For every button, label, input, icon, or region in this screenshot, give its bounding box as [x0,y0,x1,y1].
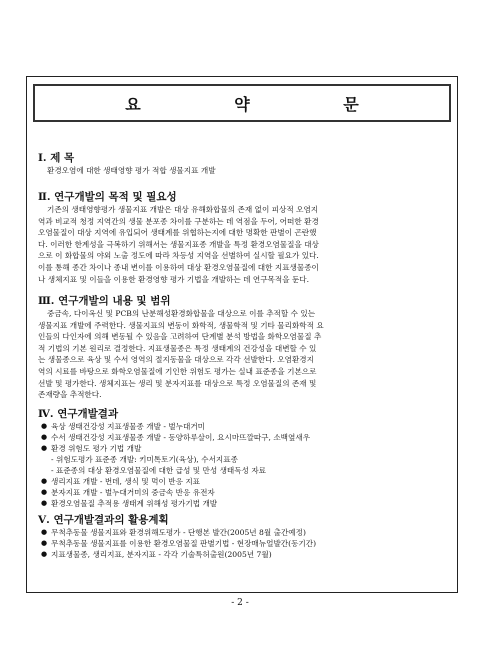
plan-item [38,549,449,560]
result-item [38,476,449,487]
result-item [38,421,449,432]
plan-item-text: 지표생물종, 생리지표, 분자지표 - 각각 기술특허출원(2005년 7월) [51,550,272,559]
plan-item-text: 무척추동물 생물지표와 환경위해도평가 - 단행본 발간(2005년 8월 출간예정) [51,528,306,537]
bullet-icon: ● [40,488,48,496]
result-item-text: 환경 위험도 평가 기법 개발 [51,444,142,453]
section-2-body [38,204,449,285]
bullet-icon: ● [40,433,48,441]
result-subitem: - 표준종의 대상 환경오염물질에 대한 급성 및 만성 생태독성 자료 [51,466,267,475]
result-item-text: 분자지표 개발 - 벌누대거미의 중금속 반응 유전자 [51,488,215,497]
result-item-text: 생리지표 개발 - 번데, 생식 및 먹이 반응 지표 [51,477,200,486]
s2-line: 나 생체지표 및 이들을 이용한 환경영향 평가 기법을 개발하는 데 연구목적을 둔다. [38,274,310,284]
bullet-icon: ● [40,422,48,430]
section-1 [38,151,449,177]
section-4 [38,407,449,509]
bullet-icon: ● [40,444,48,452]
s3-line: 존재량을 추적한다. [38,390,102,400]
bullet-icon: ● [40,539,48,547]
page-number: - 2 - [231,598,249,608]
section-4-list [38,421,449,509]
s2-line: 기존의 생태영향평가 생물지표 개발은 대상 유해화합물의 존재 없이 피상적 오염지 [47,205,319,214]
bullet-icon: ● [40,477,48,485]
s2-line: 다. 이러한 한계성을 극복하기 위해서는 생물지표종 개발을 특정 환경오염물질을 대상 [38,239,319,249]
s3-line: 생물지표 개발에 주력한다. 생물지표의 변동이 화학적, 생물학적 및 기타 물리화학적 요 [38,320,324,330]
result-subitem: - 위험도평가 표준종 개발: 키미톡토기(육상), 수서지표종 [51,455,238,464]
result-item [38,498,449,509]
s3-line: 적 기법의 기본 원리로 결정한다. 지표생물종은 특정 생태계의 건강성을 대변할 수 있 [38,343,317,353]
result-item [38,432,449,443]
section-3 [38,294,449,401]
result-item-text: 수서 생태건강성 지표생물종 개발 - 동양하루살이, 요시마뜨깔따구, 소백옆새우 [51,433,311,442]
s3-line: 선발 및 평가한다. 생체지표는 생리 및 분자지표를 대상으로 특정 오염물질의 존재 및 [38,378,317,388]
s2-line: 오염물질이 대상 지역에 유입되어 생태계를 위협하는지에 대한 명확한 판별이 곤란했 [38,228,317,238]
result-item-text: 환경오염물질 추적용 생태계 위해성 평가기법 개발 [51,499,218,508]
title-box [33,84,451,122]
bullet-icon: ● [40,499,48,507]
section-3-body [38,308,449,401]
s3-line: 는 생물종으로 육상 및 수서 영역의 절지동물을 대상으로 각각 선발한다. 오염환경지 [38,355,314,365]
plan-item [38,527,449,538]
s2-line: 으로 이 화합물의 야외 노출 정도에 따라 차등성 지역을 선별하여 실시할 필요가 있다. [38,251,319,261]
plan-item-text: 무척추동물 생물지표를 이용한 환경오염물질 판별기법 - 현장매뉴얼발간(동기간) [51,539,317,548]
plan-item [38,538,449,549]
section-2-heading: Ⅱ. 연구개발의 목적 및 필요성 [38,191,177,203]
s2-line: 역과 비교적 청정 지역간의 생물 분포종 차이를 구분하는 데 역점을 두어, 어떠한 환경 [38,216,319,226]
s3-line: 중금속, 다이옥신 및 PCB의 난분해성환경화합물을 대상으로 이를 추적할 수 있는 [47,309,316,318]
section-1-heading: Ⅰ. 제 목 [38,152,75,164]
result-item-text: 육상 생태건강성 지표생물종 개발 - 벌누대거미 [51,422,206,431]
s2-line: 이를 통해 종간 차이나 종내 변이를 이용하여 대상 환경오염물질에 대한 지표생물종이 [38,262,319,272]
section-3-heading: Ⅲ. 연구개발의 내용 및 범위 [38,295,171,307]
s3-line: 인들의 다인자에 의해 변동될 수 있음을 고려하여 단계별 분석 방법을 화학오염물질 추 [38,332,322,342]
summary-frame [26,76,458,593]
section-1-text: 환경오염에 대한 생태영향 평가 적합 생물지표 개발 [47,166,216,175]
section-5-list [38,527,449,560]
s3-line: 역의 시료를 바탕으로 화학오염물질에 기인한 위험도 평가는 실내 표준종을 기본으로 [38,366,317,376]
page-title: 요 약 문 [125,94,403,114]
result-item [38,487,449,498]
section-5 [38,513,449,560]
bullet-icon: ● [40,550,48,558]
bullet-icon: ● [40,528,48,536]
result-item [38,443,449,454]
section-5-heading: Ⅴ. 연구개발결과의 활용계획 [38,514,169,526]
section-2 [38,190,449,285]
section-4-heading: Ⅳ. 연구개발결과 [38,408,119,420]
